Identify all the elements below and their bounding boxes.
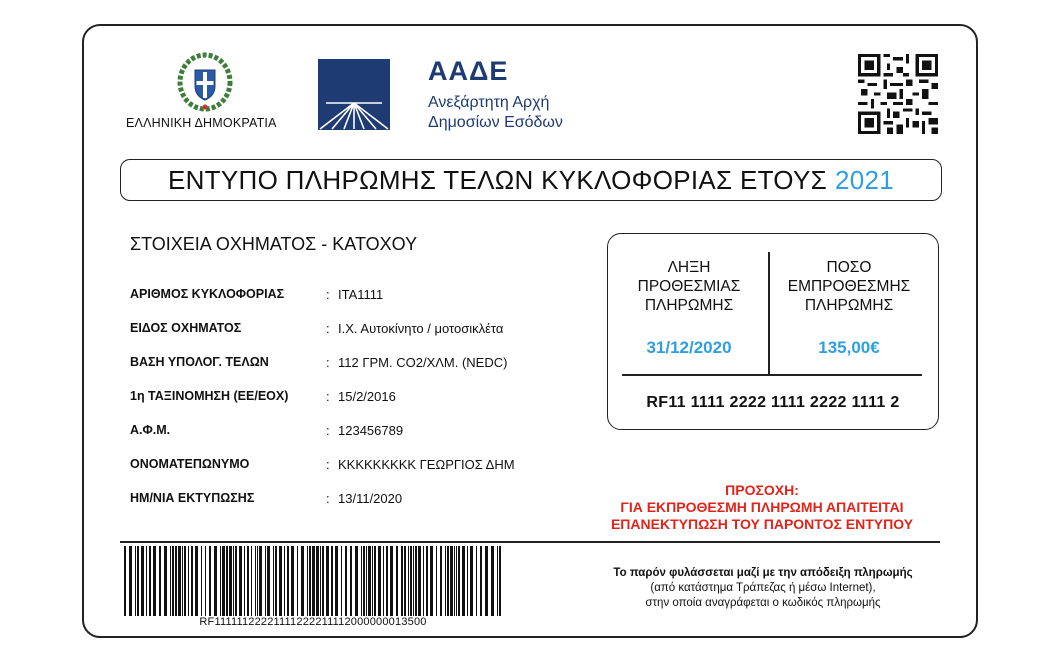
barcode-bar [447, 546, 449, 616]
barcode-bar [408, 546, 409, 616]
barcode-bar [456, 546, 457, 616]
deadline-value: 31/12/2020 [646, 338, 732, 357]
barcode-bar [267, 546, 270, 616]
barcode-bar [368, 546, 371, 616]
barcode-bar [247, 546, 249, 616]
amount-label-line: ΠΟΣΟ [826, 259, 872, 276]
barcode-bar [316, 546, 319, 616]
amount-label-line: ΠΛΗΡΩΜΗΣ [804, 297, 894, 314]
barcode-bar [458, 546, 460, 616]
divider [120, 541, 940, 543]
detail-label: ΕΙΔΟΣ ΟΧΗΜΑΤΟΣ [130, 321, 242, 335]
barcode-bar [214, 546, 217, 616]
barcode-bar [124, 546, 126, 616]
amount-value: 135,00€ [818, 338, 880, 357]
barcode-bar [170, 546, 171, 616]
barcode-bar [279, 546, 282, 616]
barcode-bar [430, 546, 433, 616]
barcode-bar [188, 546, 189, 616]
barcode-bar [273, 546, 274, 616]
barcode-bar [410, 546, 412, 616]
barcode-bar [259, 546, 262, 616]
barcode-bar [164, 546, 167, 616]
republic-label: ΕΛΛΗΝΙΚΗ ΔΗΜΟΚΡΑΤΙΑ [126, 116, 277, 130]
receipt-note [588, 566, 938, 611]
barcode-bar [159, 546, 161, 616]
aade-logo-icon [318, 59, 390, 130]
barcode-bar [229, 546, 232, 616]
deadline-label [614, 258, 764, 315]
barcode-bar [265, 546, 266, 616]
deadline-label-line: ΛΗΞΗ [667, 259, 711, 276]
detail-row: Α.Φ.Μ. : 123456789 [130, 422, 404, 438]
detail-row: ΟΝΟΜΑΤΕΠΩΝΥΜΟ : ΚΚΚΚΚΚΚΚΚ ΓΕΩΡΓΙΟΣ ΔΗΜ [130, 456, 515, 472]
barcode-bar [462, 546, 465, 616]
barcode-bar [335, 546, 338, 616]
barcode-bar [345, 546, 347, 616]
barcode-number: RF11111122221111222211112000000013500 [199, 616, 427, 628]
barcode-bar [309, 546, 311, 616]
barcode-bar [141, 546, 144, 616]
barcode-bar [222, 546, 225, 616]
barcode-icon [124, 546, 502, 616]
barcode-bar [497, 546, 498, 616]
detail-row: ΒΑΣΗ ΥΠΟΛΟΓ. ΤΕΛΩΝ : 112 ΓΡΜ. CO2/ΧΛΜ. (NEDC) [130, 354, 508, 370]
detail-value: 112 ΓΡΜ. CO2/ΧΛΜ. (NEDC) [338, 354, 508, 370]
barcode-bar [172, 546, 174, 616]
barcode-bar [361, 546, 362, 616]
amount-label [774, 258, 924, 315]
barcode-bar [480, 546, 482, 616]
barcode-bar [440, 546, 442, 616]
barcode-bar [195, 546, 198, 616]
note-line: στην οποία αναγράφεται ο κωδικός πληρωμής [645, 597, 881, 609]
detail-label: ΟΝΟΜΑΤΕΠΩΝΥΜΟ [130, 457, 250, 471]
barcode-bar [499, 546, 501, 616]
detail-value: ΙΤΑ1111 [338, 286, 384, 302]
barcode-bar [129, 546, 132, 616]
barcode-bar [396, 546, 398, 616]
barcode-bar [331, 546, 333, 616]
note-line: (από κατάστημα Τράπεζας ή μέσω Internet), [650, 582, 876, 594]
barcode-bar [350, 546, 352, 616]
barcode-bar [297, 546, 298, 616]
barcode-bar [301, 546, 304, 616]
barcode-bar [374, 546, 376, 616]
barcode-bar [470, 546, 473, 616]
payment-box [607, 233, 939, 430]
barcode-bar [454, 546, 455, 616]
barcode-bar [312, 546, 315, 616]
detail-row: ΕΙΔΟΣ ΟΧΗΜΑΤΟΣ : Ι.Χ. Αυτοκίνητο / μοτοσικλέτα [130, 320, 504, 336]
barcode-bar [320, 546, 321, 616]
detail-label: ΗΜ/ΝΙΑ ΕΚΤΥΠΩΣΗΣ [130, 491, 255, 505]
barcode-bar [255, 546, 256, 616]
barcode-bar [149, 546, 151, 616]
barcode-bar [257, 546, 258, 616]
detail-row: 1η ΤΑΞΙΝΟΜΗΣΗ (ΕΕ/ΕΟΧ) : 15/2/2016 [130, 388, 396, 404]
barcode-bar [485, 546, 488, 616]
warning-line: ΕΠΑΝΕΚΤΥΠΩΣΗ ΤΟΥ ΠΑΡΟΝΤΟΣ ΕΝΤΥΠΟΥ [610, 516, 914, 532]
amount-label-line: ΕΜΠΡΟΘΕΣΜΗΣ [787, 278, 911, 295]
barcode-bar [191, 546, 193, 616]
barcode-bar [363, 546, 365, 616]
detail-value: 15/2/2016 [338, 388, 396, 404]
barcode-bar [383, 546, 384, 616]
note-line: Το παρόν φυλάσσεται μαζί με την απόδειξη πληρωμής [613, 567, 913, 579]
form-title-year: 2021 [835, 164, 895, 195]
detail-value: Ι.Χ. Αυτοκίνητο / μοτοσικλέτα [338, 320, 504, 336]
barcode-bar [426, 546, 428, 616]
barcode-bar [418, 546, 421, 616]
warning-line: ΓΙΑ ΕΚΠΡΟΘΕΣΜΗ ΠΛΗΡΩΜΗ ΑΠΑΙΤΕΙΤΑΙ [620, 499, 904, 515]
barcode-bar [201, 546, 202, 616]
barcode-bar [476, 546, 477, 616]
barcode-bar [182, 546, 183, 616]
barcode-bar [341, 546, 342, 616]
barcode-bar [275, 546, 277, 616]
barcode-bar [467, 546, 468, 616]
late-payment-warning [582, 482, 942, 533]
divider [622, 374, 922, 376]
barcode-bar [209, 546, 211, 616]
barcode-bar [307, 546, 308, 616]
detail-label: Α.Φ.Μ. [130, 423, 171, 437]
barcode-bar [291, 546, 294, 616]
barcode-bar [226, 546, 228, 616]
qr-code-icon [858, 54, 938, 134]
barcode-bar [178, 546, 181, 616]
barcode-bar [366, 546, 367, 616]
barcode-bar [287, 546, 289, 616]
barcode-bar [235, 546, 237, 616]
detail-value: 13/11/2020 [338, 490, 403, 506]
barcode-bar [135, 546, 136, 616]
aade-subtitle-1: Ανεξάρτητη Αρχή [428, 94, 550, 111]
barcode-bar [251, 546, 252, 616]
detail-label: ΑΡΙΘΜΟΣ ΚΥΚΛΟΦΟΡΙΑΣ [130, 287, 285, 301]
barcode-bar [413, 546, 414, 616]
warning-line: ΠΡΟΣΟΧΗ: [725, 482, 799, 498]
rf-payment-code: RF11 1111 2222 1111 2222 1111 2 [646, 394, 900, 411]
barcode-bar [220, 546, 221, 616]
barcode-bar [423, 546, 424, 616]
barcode-bar [326, 546, 329, 616]
barcode-bar [378, 546, 381, 616]
detail-value: 123456789 [338, 422, 404, 438]
form-title [120, 159, 942, 201]
barcode-bar [390, 546, 393, 616]
detail-label: ΒΑΣΗ ΥΠΟΛΟΓ. ΤΕΛΩΝ [130, 355, 269, 369]
barcode-bar [415, 546, 417, 616]
greek-emblem-icon [177, 52, 233, 112]
vehicle-section-title: ΣΤΟΙΧΕΙΑ ΟΧΗΜΑΤΟΣ - ΚΑΤΟΧΟΥ [130, 234, 418, 254]
barcode-bar [175, 546, 177, 616]
detail-label: 1η ΤΑΞΙΝΟΜΗΣΗ (ΕΕ/ΕΟΧ) [130, 389, 289, 403]
divider [768, 252, 770, 374]
deadline-label-line: ΠΛΗΡΩΜΗΣ [644, 297, 734, 314]
form-title-text: ΕΝΤΥΠΟ ΠΛΗΡΩΜΗΣ ΤΕΛΩΝ ΚΥΚΛΟΦΟΡΙΑΣ ΕΤΟΥΣ [167, 164, 827, 195]
barcode-bar [239, 546, 242, 616]
aade-name: ΑΑΔΕ [428, 56, 509, 86]
detail-value: ΚΚΚΚΚΚΚΚΚ ΓΕΩΡΓΙΟΣ ΔΗΜ [338, 456, 515, 472]
barcode-bar [153, 546, 156, 616]
deadline-label-line: ΠΡΟΘΕΣΜΙΑΣ [637, 278, 741, 295]
barcode-bar [386, 546, 388, 616]
barcode-bar [146, 546, 147, 616]
barcode-bar [355, 546, 358, 616]
barcode-bar [372, 546, 373, 616]
barcode-bar [284, 546, 285, 616]
barcode-bar [184, 546, 186, 616]
barcode-bar [436, 546, 437, 616]
barcode-bar [450, 546, 453, 616]
barcode-bar [205, 546, 206, 616]
barcode-bar [401, 546, 403, 616]
aade-subtitle-2: Δημοσίων Εσόδων [428, 114, 563, 131]
detail-row: ΑΡΙΘΜΟΣ ΚΥΚΛΟΦΟΡΙΑΣ : ΙΤΑ1111 [130, 286, 384, 302]
barcode-bar [404, 546, 406, 616]
barcode-bar [322, 546, 324, 616]
barcode-bar [491, 546, 494, 616]
barcode-bar [445, 546, 446, 616]
barcode-bar [137, 546, 139, 616]
barcode-bar [244, 546, 245, 616]
barcode-bar [233, 546, 234, 616]
detail-row: ΗΜ/ΝΙΑ ΕΚΤΥΠΩΣΗΣ : 13/11/2020 [130, 490, 403, 506]
